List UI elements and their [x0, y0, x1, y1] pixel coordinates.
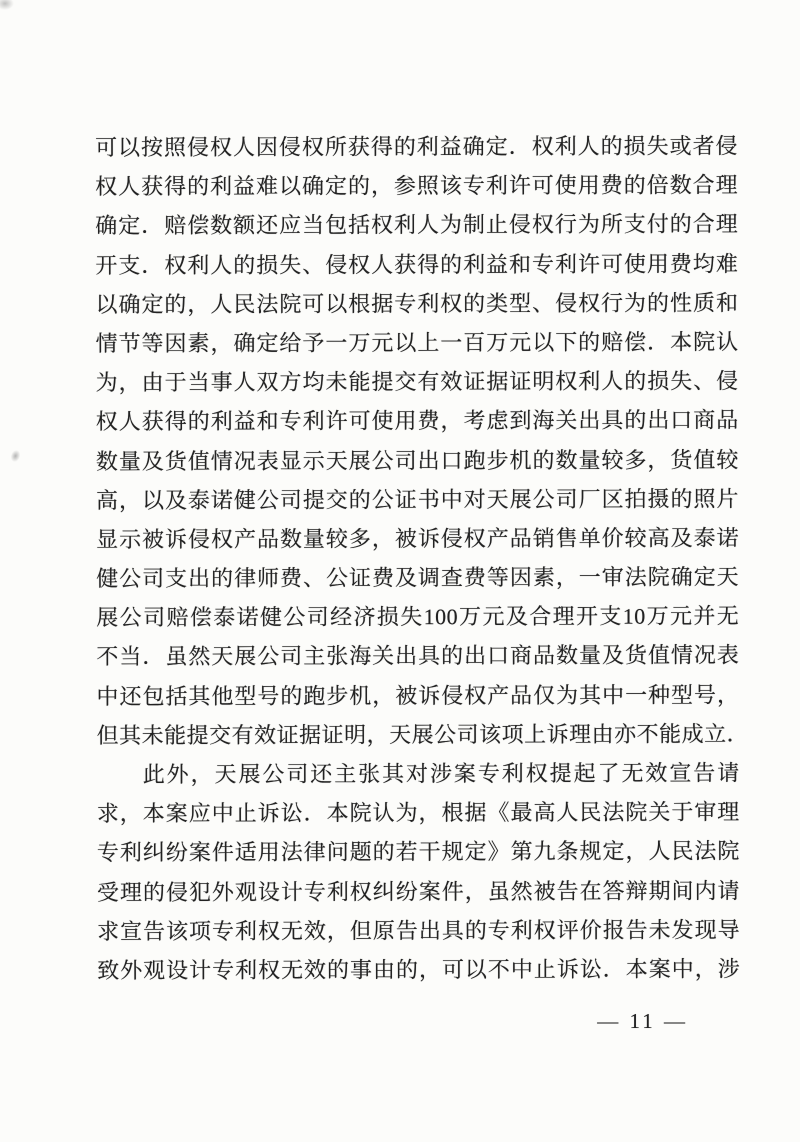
- document-body: [95, 126, 750, 990]
- text-line: 此外，天展公司还主张其对涉案专利权提起了无效宣告请: [142, 760, 740, 787]
- text-line: 展公司赔偿泰诺健公司经济损失100万元及合理开支10万元并无: [96, 603, 740, 631]
- text-line: 权人获得的利益难以确定的，参照该专利许可使用费的倍数合理: [95, 172, 739, 200]
- text-line: 权人获得的利益和专利许可使用费，考虑到海关出具的出口商品: [95, 407, 739, 435]
- text-line: 专利纠纷案件适用法律问题的若干规定》第九条规定，人民法院: [96, 838, 740, 866]
- text-line: 但其未能提交有效证据证明，天展公司该项上诉理由亦不能成立．: [96, 721, 750, 748]
- text-line: 求，本案应中止诉讼．本院认为，根据《最高人民法院关于审理: [96, 799, 740, 827]
- text-line: 求宣告该项专利权无效，但原告出具的专利权评价报告未发现导: [97, 917, 741, 944]
- text-line: 开支．权利人的损失、侵权人获得的利益和专利许可使用费均难: [95, 250, 739, 278]
- text-line: 受理的侵犯外观设计专利权纠纷案件，虽然被告在答辩期间内请: [96, 877, 741, 905]
- text-line: 情节等因素，确定给予一万元以上一百万元以下的赔偿．本院认: [95, 329, 739, 356]
- text-line: 不当．虽然天展公司主张海关出具的出口商品数量及货值情况表: [96, 642, 740, 670]
- text-line: 数量及货值情况表显示天展公司出口跑步机的数量较多，货值较: [95, 446, 739, 474]
- text-line: 确定．赔偿数额还应当包括权利人为制止侵权行为所支付的合理: [95, 211, 739, 239]
- text-line: 以确定的，人民法院可以根据专利权的类型、侵权行为的性质和: [95, 290, 739, 317]
- text-line: 可以按照侵权人因侵权所获得的利益确定．权利人的损失或者侵: [95, 133, 739, 160]
- text-line: 高，以及泰诺健公司提交的公证书中对天展公司厂区拍摄的照片: [95, 486, 740, 513]
- text-line: 中还包括其他型号的跑步机，被诉侵权产品仅为其中一种型号，: [96, 681, 740, 709]
- text-line: 为，由于当事人双方均未能提交有效证据证明权利人的损失、侵: [95, 368, 739, 396]
- scan-speck-artifact: [9, 449, 22, 463]
- text-line: 健公司支出的律师费、公证费及调查费等因素，一审法院确定天: [96, 564, 740, 592]
- scan-smudge-artifact: [0, 0, 14, 10]
- page-number: — 11 —: [597, 1009, 688, 1033]
- text-line: 致外观设计专利权无效的事由的，可以不中止诉讼．本案中，涉: [97, 956, 741, 983]
- text-line: 显示被诉侵权产品数量较多，被诉侵权产品销售单价较高及泰诺: [96, 525, 740, 552]
